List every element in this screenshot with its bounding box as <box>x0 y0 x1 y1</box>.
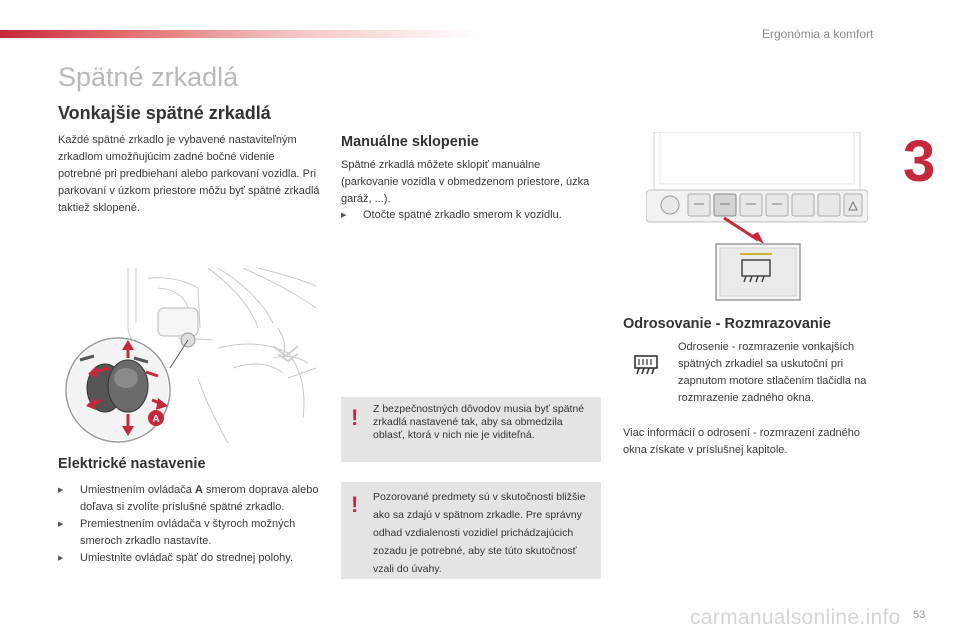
chapter-number: 3 <box>903 129 936 194</box>
defrost-icon <box>632 354 660 376</box>
warning-icon: ! <box>351 405 359 430</box>
section-heading-defrost: Odrosovanie - Rozmrazovanie <box>623 316 831 332</box>
page-title: Spätné zrkadlá <box>58 62 239 92</box>
page-number: 53 <box>913 609 926 621</box>
mirror-control-illustration <box>58 268 318 443</box>
defrost-more-info: Viac informácií o odrosení - rozmrazení zadného okna získate v príslušnej kapitole. <box>623 427 861 456</box>
list-item: ▶ Umiestnite ovládač späť do strednej polohy. <box>58 550 320 567</box>
defrost-text: Odrosenie - rozmrazenie vonkajších spätných zrkadiel sa uskutoční pri zapnutom motore stlačením tlačidla na rozmrazenie zadného okna. <box>678 341 867 404</box>
control-label-a: A <box>152 414 160 425</box>
list-item: ▶ Otočte spätné zrkadlo smerom k vozidlu. <box>341 207 596 224</box>
electric-steps-list <box>58 482 320 567</box>
warning-icon: ! <box>351 492 359 517</box>
warning-text: Z bezpečnostných dôvodov musia byť spätné zrkadlá nastavené tak, aby sa obmedzila oblasť, ktorá v nich nie je viditeľná. <box>373 403 585 441</box>
watermark: carmanualsonline.info <box>690 606 901 629</box>
warning-text: Pozorované predmety sú v skutočnosti bližšie ako sa zdajú v spätnom zrkadle. Pre správny odhad vzdialenosti vozidiel prichádzajúcich zozadu je potrebné, aby ste túto skutočnosť vzali do úvahy. <box>373 491 586 575</box>
warning-box-distance <box>341 482 601 579</box>
list-item: ▶ Umiestnením ovládača A smerom doprava alebo doľava si zvolíte príslušné spätné zrkadlo. <box>58 482 320 516</box>
header-accent-bar <box>0 30 480 38</box>
list-item: ▶ Premiestnením ovládača v štyroch možných smeroch zrkadlo nastavíte. <box>58 516 320 550</box>
section-heading-exterior-mirrors: Vonkajšie spätné zrkadlá <box>58 103 271 123</box>
section-heading-electric: Elektrické nastavenie <box>58 456 206 472</box>
manual-folding-list <box>341 207 596 224</box>
defrost-button-illustration <box>646 132 868 304</box>
section-heading-manual-folding: Manuálne sklopenie <box>341 134 479 150</box>
manual-folding-text: Spätné zrkadlá môžete sklopiť manuálne (parkovanie vozidla v obmedzenom priestore, úzka garáž, ...). <box>341 159 590 205</box>
warning-box-safety <box>341 397 601 462</box>
section-header: Ergonómia a komfort <box>762 27 874 41</box>
intro-paragraph: Každé spätné zrkadlo je vybavené nastaviteľným zrkadlom umožňujúcim zadné bočné videnie potrebné pri predbiehaní alebo parkovaní vozidla. Pri parkovaní v úzkom priestore môžu byť spätné zrkadlá taktiež sklopené. <box>58 134 320 214</box>
